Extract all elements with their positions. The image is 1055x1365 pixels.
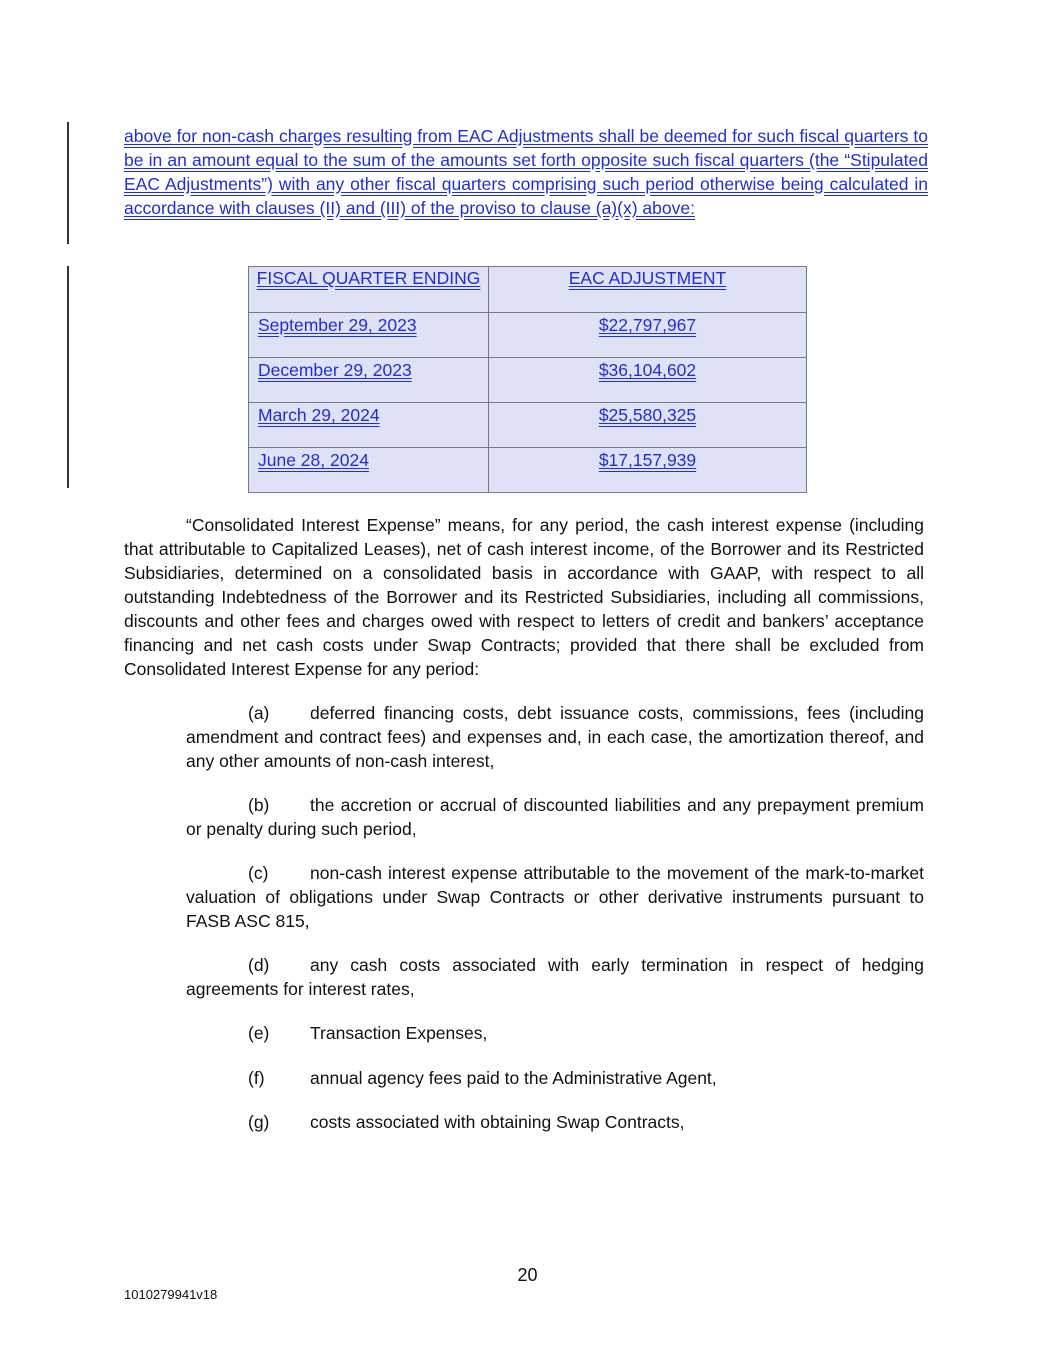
clause-text: non-cash interest expense attributable to the movement of the mark-to-market valuation of obligations under Swap Contracts or other derivative instruments pursuant to FASB ASC 815, — [186, 863, 924, 931]
clause-text: annual agency fees paid to the Administrative Agent, — [310, 1068, 717, 1088]
clause-label: (e) — [248, 1023, 270, 1043]
header-eac-adjustment: EAC ADJUSTMENT — [489, 267, 807, 313]
clause-text: Transaction Expenses, — [310, 1023, 488, 1043]
table-row — [249, 448, 807, 493]
eac-adjustment-cell: $22,797,967 — [489, 313, 807, 358]
definition-text: “Consolidated Interest Expense” means, for any period, the cash interest expense (including that attributable to Capitalized Leases), net of cash interest income, of the Borrower and its Restricted Subsidiaries, determined on a consolidated basis in accordance with GAAP, with respect to all outstanding Indebtedness of the Borrower and its Restricted Subsidiaries, including all commissions, discounts and other fees and charges owed with respect to letters of credit and bankers’ acceptance financing and net cash costs under Swap Contracts; provided that there shall be excluded from Consolidated Interest Expense for any period: — [124, 515, 924, 679]
header-fiscal-quarter-ending: FISCAL QUARTER ENDING — [249, 267, 489, 313]
eac-adjustment-cell: $25,580,325 — [489, 403, 807, 448]
definition-consolidated-interest-expense — [124, 513, 924, 681]
eac-adjustment-cell: $36,104,602 — [489, 358, 807, 403]
quarter-ending-cell: December 29, 2023 — [249, 358, 489, 403]
clause-label: (c) — [248, 863, 269, 883]
clause-label: (d) — [248, 955, 270, 975]
clause-f — [186, 1066, 924, 1090]
intro-paragraph: above for non-cash charges resulting from EAC Adjustments shall be deemed for such fiscal quarters to be in an amount equal to the sum of the amounts set forth opposite such fiscal quarters (the “Stipulated EAC Adjustments”) with any other fiscal quarters comprising such period otherwise being calculated in accordance with clauses (II) and (III) of the proviso to clause (a)(x) above: — [124, 126, 928, 218]
clause-a — [186, 701, 924, 773]
clause-g — [186, 1110, 924, 1134]
page-number: 20 — [517, 1265, 538, 1285]
clause-text: deferred financing costs, debt issuance costs, commissions, fees (including amendment and contract fees) and expenses and, in each case, the amortization thereof, and any other amounts of non-cash interest, — [186, 703, 924, 771]
clause-text: any cash costs associated with early termination in respect of hedging agreements for interest rates, — [186, 955, 924, 999]
table-row — [249, 313, 807, 358]
quarter-ending-cell: September 29, 2023 — [249, 313, 489, 358]
clause-label: (g) — [248, 1112, 270, 1132]
clause-e — [186, 1021, 924, 1045]
table-header-row — [249, 267, 807, 313]
clause-label: (a) — [248, 703, 270, 723]
eac-adjustment-cell: $17,157,939 — [489, 448, 807, 493]
clause-d — [186, 953, 924, 1001]
eac-adjustment-table — [248, 266, 807, 493]
document-id: 1010279941v18 — [124, 1287, 218, 1302]
change-bar-table — [67, 266, 69, 488]
table-row — [249, 403, 807, 448]
clause-label: (f) — [248, 1068, 265, 1088]
change-bar-intro — [67, 122, 69, 244]
clause-c — [186, 861, 924, 933]
table-row — [249, 358, 807, 403]
clause-b — [186, 793, 924, 841]
clause-label: (b) — [248, 795, 270, 815]
quarter-ending-cell: March 29, 2024 — [249, 403, 489, 448]
quarter-ending-cell: June 28, 2024 — [249, 448, 489, 493]
clause-text: costs associated with obtaining Swap Contracts, — [310, 1112, 685, 1132]
clause-text: the accretion or accrual of discounted liabilities and any prepayment premium or penalty during such period, — [186, 795, 924, 839]
